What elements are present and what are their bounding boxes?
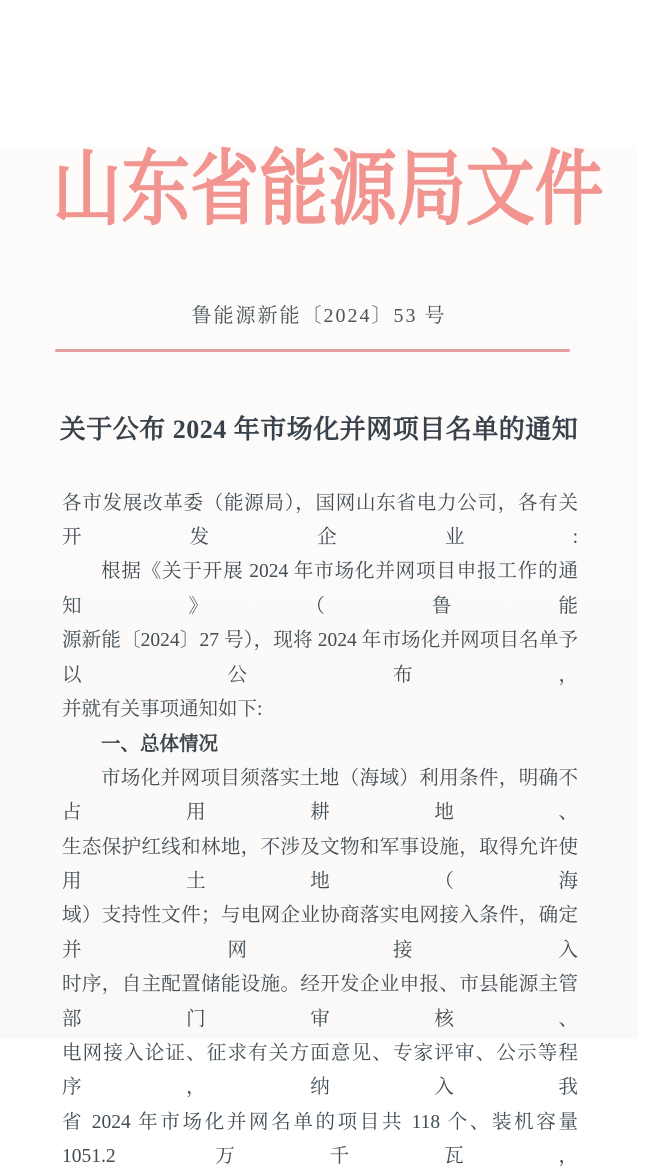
body-line: 源新能〔2024〕27 号），现将 2024 年市场化并网项目名单予以公布，	[62, 630, 578, 686]
body-line: 省 2024 年市场化并网名单的项目共 118 个、装机容量 1051.2 万千瓦，	[62, 1111, 578, 1168]
document-page	[0, 144, 638, 1168]
body-line: 根据《关于开展 2024 年市场化并网项目申报工作的通知》（鲁能	[62, 561, 578, 617]
body-line-salutation: 各市发展改革委（能源局），国网山东省电力公司，各有关开发企业:	[62, 492, 578, 548]
doc-number: 鲁能源新能〔2024〕53 号	[191, 304, 447, 327]
body-line: 电网接入论证、征求有关方面意见、专家评审、公示等程序，纳入我	[62, 1043, 578, 1099]
agency-title-text: 山东省能源局文件	[52, 144, 604, 235]
agency-title	[0, 146, 638, 235]
body-line: 并就有关事项通知如下:	[62, 698, 263, 720]
body-line: 市场化并网项目须落实土地（海域）利用条件，明确不占用耕地、	[62, 767, 578, 824]
document-body	[0, 487, 638, 1175]
document-title: 关于公布 2024 年市场化并网项目名单的通知	[59, 414, 579, 444]
body-line: 域）支持性文件；与电网企业协商落实电网接入条件，确定并网接入	[62, 905, 578, 961]
body-line: 时序，自主配置储能设施。经开发企业申报、市县能源主管部门审核、	[62, 974, 578, 1030]
red-divider-line	[55, 349, 570, 352]
body-line: 生态保护红线和林地，不涉及文物和军事设施，取得允许使用土地（海	[62, 836, 578, 893]
section-heading: 一、总体情况	[101, 733, 219, 756]
